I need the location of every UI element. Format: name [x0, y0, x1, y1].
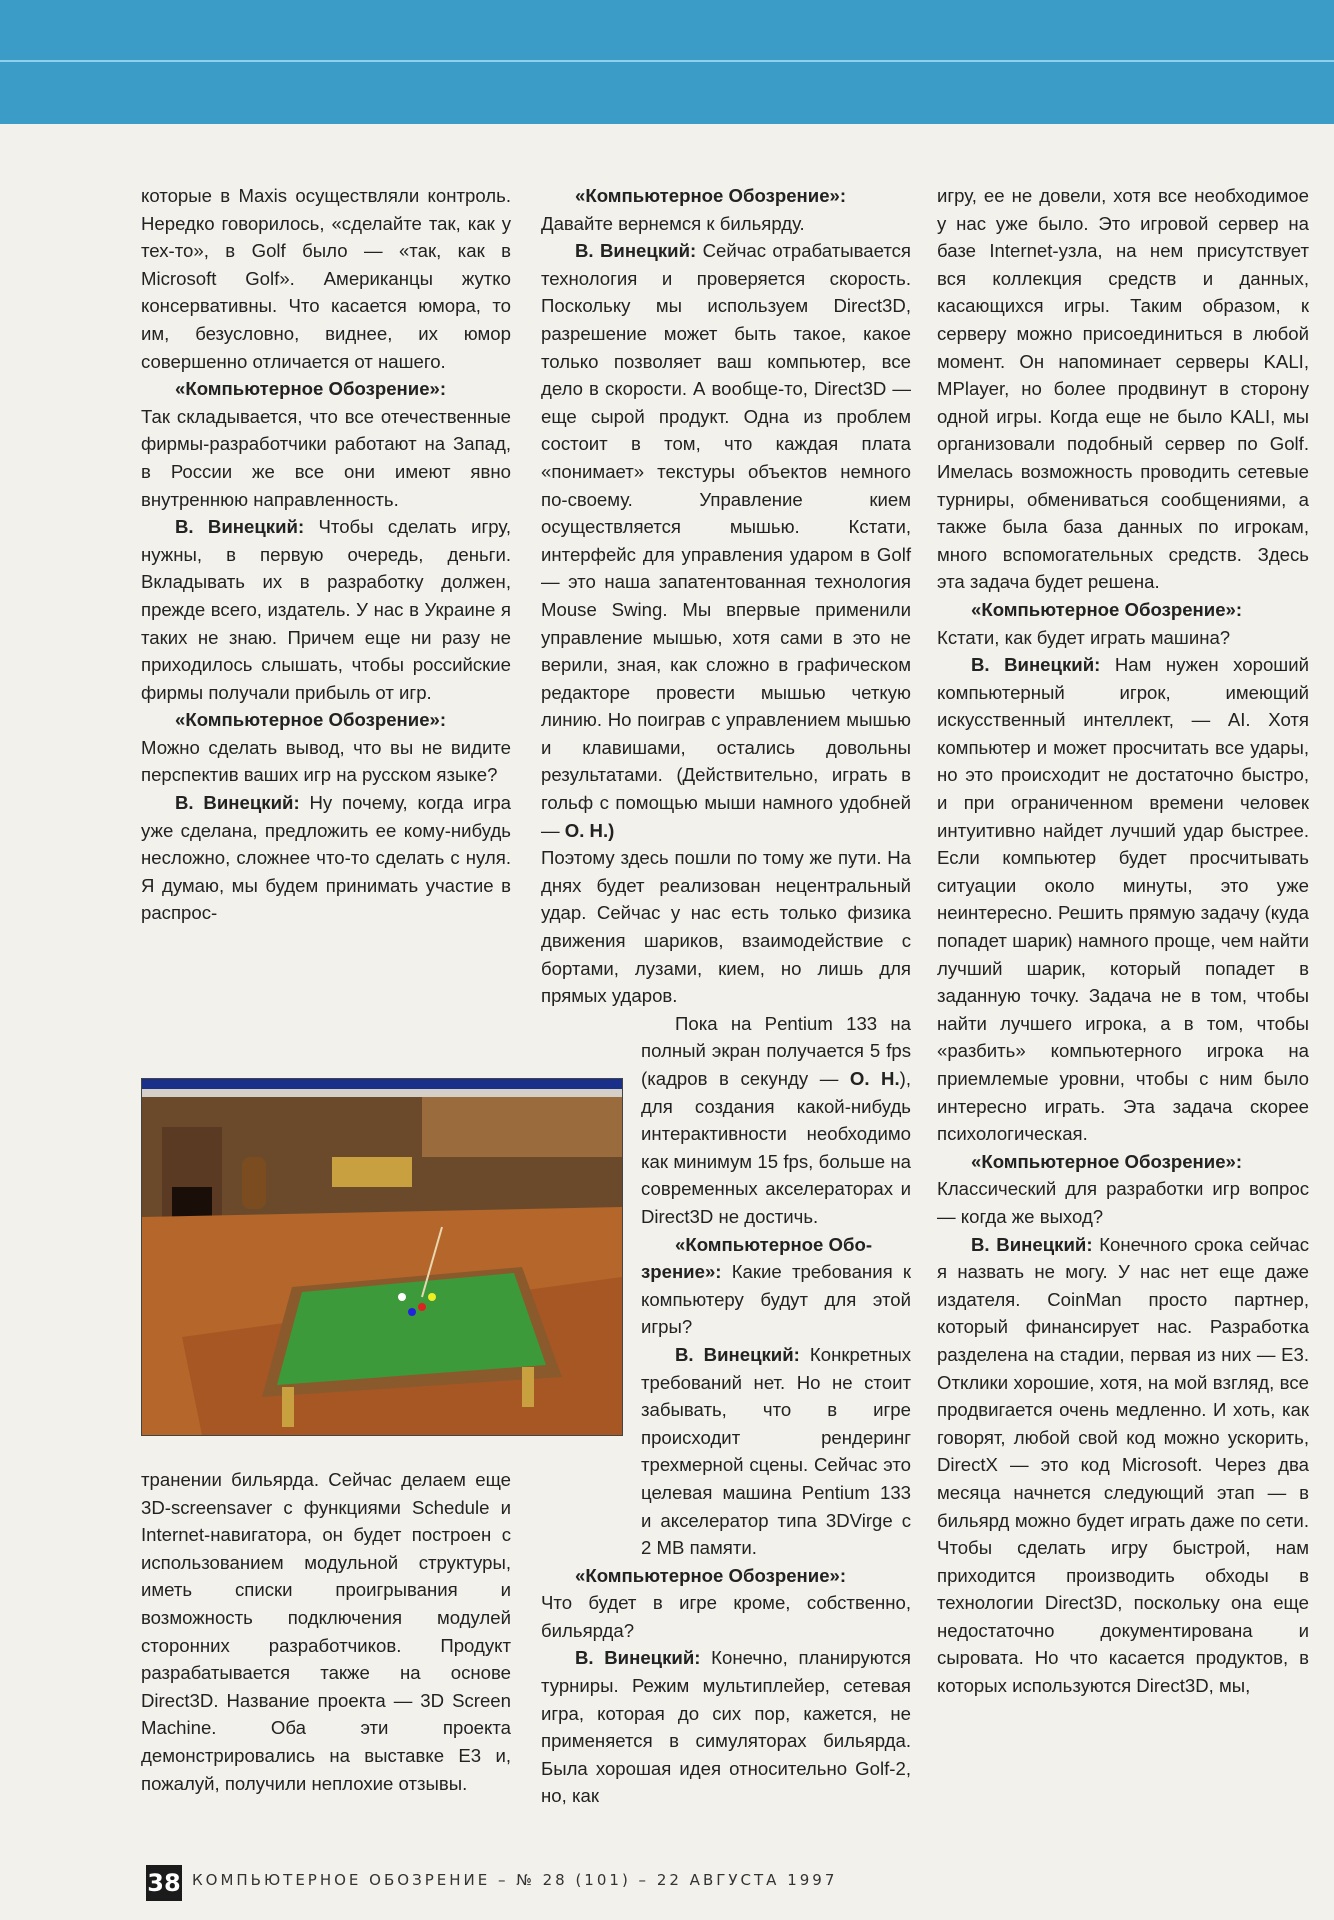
publication-line: КОМПЬЮТЕРНОЕ ОБОЗРЕНИЕ – № 28 (101) – 22 АВГУСТА 1997: [192, 1871, 838, 1889]
page-footer: [146, 1865, 1246, 1901]
question: «Компьютерное Обозрение»: Можно сделать вывод, что вы не видите перспектив ваших игр на русском языке?: [141, 709, 511, 786]
page-number: 38: [146, 1865, 182, 1901]
column-2: [541, 182, 911, 1810]
answer: В. Винецкий: Сейчас отрабатывается технология и проверяется скорость. Поскольку мы используем Direct3D, разрешение может быть такое, какое только позволяет ваш компьютер, все дело в скорости. А вообще-то, Direct3D — еще сырой продукт. Одна из проблем состоит в том, что каждая плата «понимает» текстуры объектов немного по-своему. Управление кием осуществляется мышью. Кстати, интерфейс для управления ударом в Golf — это наша запатентованная технология Mouse Swing. Мы впервые применили управление мышью, хотя сами в это не верили, зная, как сложно в графическом редакторе провести мышью четкую линию. Но поиграв с управлением мышью и клавишами, остались довольны результатами. (Действительно, играть в гольф с помощью мыши намного удобней — О. Н.): [541, 240, 911, 841]
column-1: [141, 182, 511, 927]
narrow-block: [641, 1010, 911, 1562]
answer: В. Винецкий: Конечно, планируются турниры. Режим мультиплейер, сетевая игра, которая до сих пор, кажется, не применяется в симуляторах бильярда. Была хорошая идея относительно Golf-2, но, как: [541, 1647, 911, 1807]
paragraph: Пока на Pentium 133 на полный экран получается 5 fps (кадров в секунду — О. Н.), для создания какой-нибудь интерактивности необходимо как минимум 15 fps, больше на современных акселераторах и Direct3D не достичь.: [641, 1012, 912, 1227]
question: «Компьютерное Обозрение»: Кстати, как будет играть машина?: [937, 598, 1243, 648]
answer: В. Винецкий: Чтобы сделать игру, нужны, в первую очередь, деньги. Вкладывать их в разработку должен, прежде всего, издатель. У нас в Украине я таких не знаю. Причем еще ни разу не приходилось слышать, чтобы российские фирмы получали прибыль от игр.: [141, 516, 511, 703]
answer: В. Винецкий: Конечного срока сейчас я назвать не могу. У нас нет еще даже издателя. CoinMan просто партнер, который финансирует нас. Разработка разделена на стадии, первая из них — E3. Отклики хорошие, хотя, на мой взгляд, все продвигается очень медленно. И хоть, как говорят, любой свой код можно ускорить, DirectX — это код Microsoft. Через два месяца начнется следующий этап — в бильярд можно будет играть даже по сети. Чтобы сделать игру быстрой, нам приходится производить обходы в технологии Direct3D, поскольку она еще недостаточно документирована и сыровата. Но что касается продуктов, в которых используются Direct3D, мы,: [937, 1233, 1309, 1697]
answer: В. Винецкий: Конкретных требований нет. Но не стоит забывать, что в игре происходит рендеринг трехмерной сцены. Сейчас это целевая машина Pentium 133 и акселератор типа 3DVirge с 2 MB памяти.: [641, 1343, 911, 1559]
column-1-bottom: [141, 1466, 511, 1797]
answer: В. Винецкий: Ну почему, когда игра уже сделана, предложить ее кому-нибудь несложно, сложнее что-то сделать с нуля. Я думаю, мы будем принимать участие в распрос-: [141, 792, 512, 924]
header-bar: [0, 0, 1334, 124]
question: «Компьютерное Обо- зрение»: Какие требования к компьютеру будут для этой игры?: [641, 1233, 912, 1338]
question: «Компьютерное Обозрение»: Давайте вернемся к бильярду.: [541, 185, 847, 234]
paragraph: Поэтому здесь пошли по тому же пути. На днях будет реализован нецентральный удар. Сейчас у нас есть только физика движения шариков, взаимодействие с бортами, лузами, кием, но лишь для прямых ударов.: [541, 847, 911, 1007]
column-3: [937, 182, 1309, 1700]
paragraph: транении бильярда. Сейчас делаем еще 3D-screensaver с функциями Schedule и Internet-навигатора, он будет построен с использованием модульной структуры, иметь списки проигрывания и возможность подключения модулей сторонних разработчиков. Продукт разрабатывается также на основе Direct3D. Название проекта — 3D Screen Machine. Оба эти проекта демонстрировались на выставке E3 и, пожалуй, получили неплохие отзывы.: [141, 1469, 511, 1794]
answer: В. Винецкий: Нам нужен хороший компьютерный игрок, имеющий искусственный интеллект, — AI. Хотя компьютер и может просчитать все удары, но это происходит не достаточно быстро, и при ограниченном времени человек интуитивно найдет лучший удар быстрее. Если компьютер будет просчитывать ситуации около минуты, это уже неинтересно. Решить прямую задачу (куда попадет шарик) намного проще, чем найти лучший шарик, который попадет в заданную точку. Задача не в том, чтобы найти лучшего игрока, а в том, чтобы «разбить» компьютерного игрока на приемлемые уровни, чтобы с ним было интересно играть. Эта задача скорее психологическая.: [937, 654, 1309, 1145]
question: «Компьютерное Обозрение»: Классический для разработки игр вопрос — когда же выход?: [937, 1150, 1309, 1227]
question: «Компьютерное Обозрение»: Так складывается, что все отечественные фирмы-разработчики работают на Запад, в России же все они имеют явно внутреннюю направленность.: [141, 378, 511, 510]
question: «Компьютерное Обозрение»: Что будет в игре кроме, собственно, бильярда?: [541, 1564, 911, 1641]
paragraph: игру, ее не довели, хотя все необходимое у нас уже было. Это игровой сервер на базе Internet-узла, на нем присутствует вся коллекция средств и данных, касающихся игры. Таким образом, к серверу можно присоединиться в любой момент. Он напоминает серверы KALI, MPlayer, но более продвинут в сторону одной игры. Когда еще не было KALI, мы организовали подобный сервер по Golf. Имелась возможность проводить сетевые турниры, обмениваться сообщениями, а также была база данных по игрокам, много вспомогательных средств. Здесь эта задача будет решена.: [937, 185, 1309, 593]
paragraph: которые в Maxis осуществляли контроль. Нередко говорилось, «сделайте так, как у тех-то», в Golf было — «так, как в Microsoft Golf». Американцы жутко консервативны. Что касается юмора, то им, безусловно, виднее, их юмор совершенно отличается от нашего.: [141, 185, 511, 372]
header-rule: [0, 60, 1334, 62]
